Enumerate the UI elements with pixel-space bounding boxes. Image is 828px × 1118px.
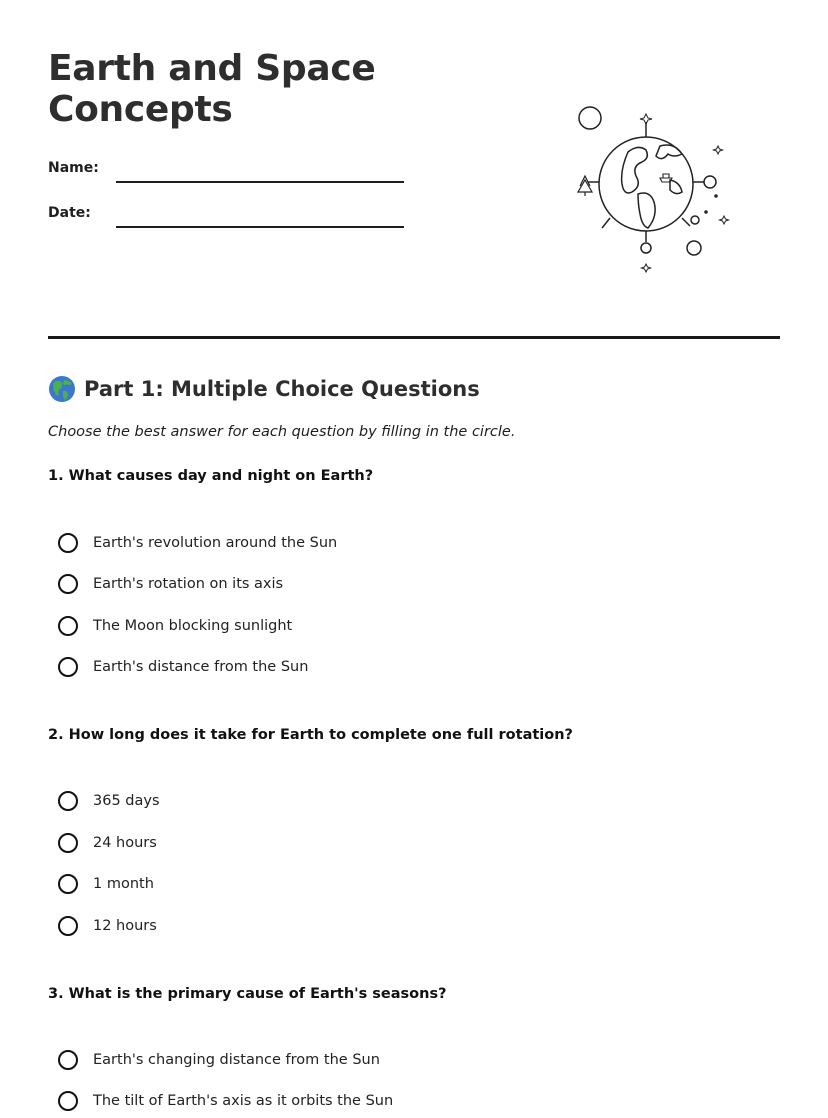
q2-option-b[interactable] (58, 831, 157, 855)
answer-bubble[interactable] (58, 791, 78, 811)
q1-option-d[interactable] (58, 655, 308, 679)
option-label: Earth's revolution around the Sun (93, 535, 338, 551)
answer-bubble[interactable] (58, 1050, 78, 1070)
q3-option-a[interactable] (58, 1048, 380, 1072)
answer-bubble[interactable] (58, 833, 78, 853)
name-label: Name: (48, 160, 99, 176)
name-field[interactable] (116, 181, 404, 183)
option-label: 12 hours (93, 918, 157, 934)
answer-bubble[interactable] (58, 574, 78, 594)
q2-option-c[interactable] (58, 872, 154, 896)
instructions: Choose the best answer for each question by filling in the circle. (48, 424, 516, 440)
q1-option-b[interactable] (58, 572, 283, 596)
question-3: 3. What is the primary cause of Earth's seasons? (48, 986, 447, 1002)
title-line-1: Earth and Space (48, 48, 376, 89)
question-1: 1. What causes day and night on Earth? (48, 468, 374, 484)
section-title: Part 1: Multiple Choice Questions (84, 377, 480, 401)
section-divider (48, 336, 780, 339)
q3-option-b[interactable] (58, 1089, 393, 1113)
globe-emoji-icon (48, 375, 76, 403)
option-label: Earth's rotation on its axis (93, 576, 284, 592)
option-label: 365 days (93, 793, 160, 809)
answer-bubble[interactable] (58, 533, 78, 553)
option-label: Earth's changing distance from the Sun (93, 1052, 380, 1068)
date-field[interactable] (116, 226, 404, 228)
date-label: Date: (48, 205, 91, 221)
section-heading (48, 374, 480, 404)
title-line-2: Concepts (48, 89, 233, 130)
answer-bubble[interactable] (58, 657, 78, 677)
option-label: The tilt of Earth's axis as it orbits the Sun (93, 1093, 394, 1109)
answer-bubble[interactable] (58, 616, 78, 636)
option-label: 1 month (93, 876, 154, 892)
earth-globe-icon (566, 100, 766, 280)
q2-option-d[interactable] (58, 914, 157, 938)
option-label: The Moon blocking sunlight (93, 618, 293, 634)
option-label: Earth's distance from the Sun (93, 659, 309, 675)
answer-bubble[interactable] (58, 1091, 78, 1111)
q1-option-c[interactable] (58, 614, 292, 638)
option-label: 24 hours (93, 835, 157, 851)
answer-bubble[interactable] (58, 916, 78, 936)
page-title (48, 48, 428, 130)
answer-bubble[interactable] (58, 874, 78, 894)
question-2: 2. How long does it take for Earth to complete one full rotation? (48, 727, 573, 743)
q2-option-a[interactable] (58, 789, 160, 813)
q1-option-a[interactable] (58, 531, 337, 555)
